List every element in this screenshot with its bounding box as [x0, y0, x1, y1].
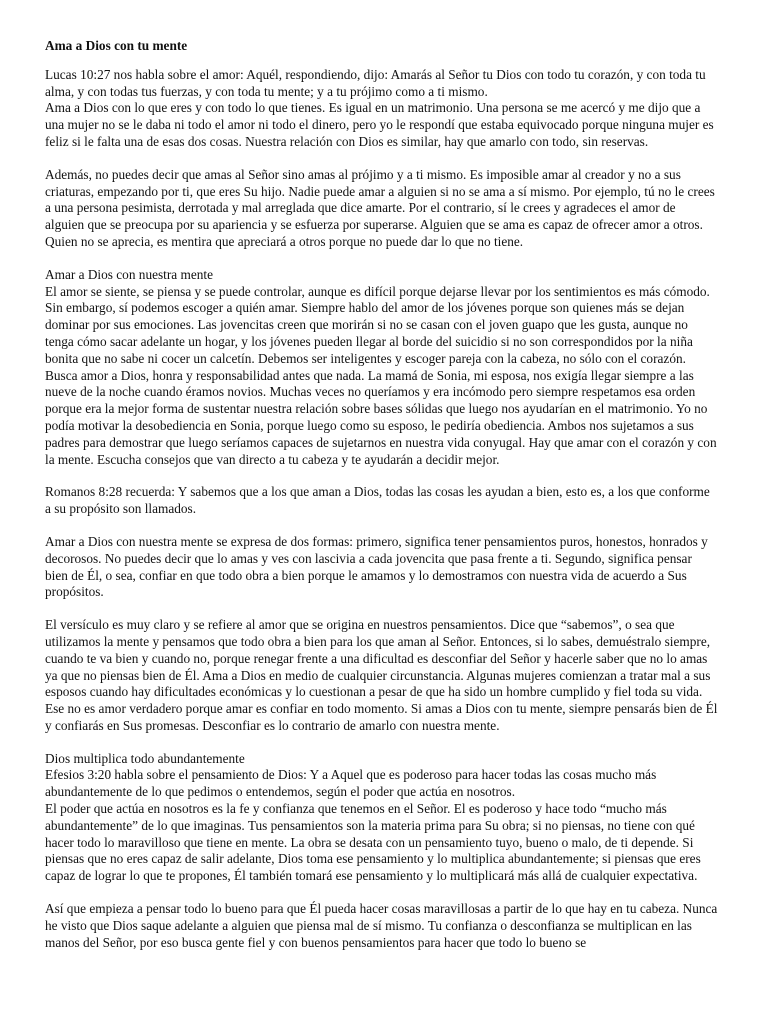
paragraph-group [45, 484, 718, 518]
paragraph: Además, no puedes decir que amas al Señor sino amas al prójimo y a ti mismo. Es imposible amar al creador y no a sus criaturas, empezando por ti, que eres Su hijo. Nadie puede amar a alguien si no se ama a sí mismo. Por ejemplo, tú no le crees a una persona pesimista, derrotada y mal arreglada que dice amarte. Por el contrario, sí le crees y agradeces el amor de alguien que se preocupa por su apariencia y se esfuerza por superarse. Alguien que se ama es capaz de ofrecer amor a otros. Quien no se aprecia, es mentira que apreciará a otros porque no puede dar lo que no tiene. [45, 166, 715, 249]
paragraph: Así que empieza a pensar todo lo bueno para que Él pueda hacer cosas maravillosas a partir de lo que hay en tu cabeza. Nunca he visto que Dios saque adelante a alguien que piensa mal de sí mismo. Tu confianza o desconfianza se multiplican en las manos del Señor, por eso busca gente fiel y con buenos pensamientos para hacer que todo lo bueno se [45, 901, 718, 950]
paragraph: Lucas 10:27 nos habla sobre el amor: Aquél, respondiendo, dijo: Amarás al Señor tu Dios con todo tu corazón, y con toda tu alma, y con todas tus fuerzas, y con toda tu mente; y a tu prójimo como a ti mismo. [45, 66, 706, 99]
paragraph: Ama a Dios con lo que eres y con todo lo que tienes. Es igual en un matrimonio. Una persona se me acercó y me dijo que a una mujer no se le daba ni todo el amor ni todo el dinero, pero yo le respondí que estaba equivocado porque ninguna mujer es feliz si le falta una de esas dos cosas. Nuestra relación con Dios es similar, hay que amarlo con todo, sin reservas. [45, 100, 714, 149]
paragraph-group [45, 67, 718, 151]
paragraph-group [45, 617, 718, 735]
paragraph: Efesios 3:20 habla sobre el pensamiento de Dios: Y a Aquel que es poderoso para hacer todas las cosas mucho más abundantemente de lo que pedimos o entendemos, según el poder que actúa en nosotros. [45, 767, 657, 800]
section-amar-con-mente [45, 267, 718, 469]
paragraph: El versículo es muy claro y se refiere al amor que se origina en nuestros pensamientos. Dice que “sabemos”, o sea que utilizamos la mente y pensamos que todo obra a bien para los que aman al Señor. Entonces, si lo sabes, demuéstralo siempre, cuando te va bien y cuando no, porque renegar frente a una dificultad es desconfiar del Señor y hacerle saber que no lo amas ya que no piensas bien de Él. Ama a Dios en medio de cualquier circunstancia. Algunas mujeres comienzan a tratar mal a sus esposos cuando hay dificultades económicas y lo cuestionan a pesar de que ha sido un hombre cumplido y fiel toda su vida. Ese no es amor verdadero porque amar es confiar en todo momento. Si amas a Dios con tu mente, siempre pensarás bien de Él y confiarás en Sus promesas. Desconfiar es lo contrario de amarlo con nuestra mente. [45, 617, 718, 733]
paragraph: El amor se siente, se piensa y se puede controlar, aunque es difícil porque dejarse llevar por los sentimientos es más cómodo. Sin embargo, sí podemos escoger a quién amar. Siempre hablo del amor de los jóvenes porque son quienes más se dejan dominar por sus emociones. Las jovencitas creen que morirán si no se casan con el joven guapo que les gusta, aunque no tenga cómo sacar adelante un hogar, y los jóvenes pueden llegar al borde del suicidio si no son correspondidos por la niña bonita que no sabe ni cocer un calcetín. Debemos ser inteligentes y escoger pareja con la cabeza, no sólo con el corazón. Busca amor a Dios, honra y responsabilidad antes que nada. La mamá de Sonia, mi esposa, nos exigía llegar siempre a las nueve de la noche cuando éramos novios. Muchas veces no queríamos y era incómodo pero siempre respetamos esa orden porque era la mejor forma de sustentar nuestra relación sobre bases sólidas que luego nos ayudarían en el matrimonio. Yo no podía motivar la desobediencia en Sonia, porque luego como su esposo, le pediría obediencia. Ambos nos sujetamos a sus padres para demostrar que luego seríamos capaces de sujetarnos en nuestra vida conyugal. Hay que amar con el corazón y con la mente. Escucha consejos que van directo a tu cabeza y te ayudarán a decidir mejor. [45, 283, 717, 467]
section-dios-multiplica [45, 751, 718, 885]
paragraph-group [45, 167, 718, 251]
paragraph: Romanos 8:28 recuerda: Y sabemos que a los que aman a Dios, todas las cosas les ayudan a bien, esto es, a los que conforme a su propósito son llamados. [45, 484, 710, 517]
paragraph-group [45, 534, 718, 601]
document-title: Ama a Dios con tu mente [45, 38, 188, 53]
paragraph-group [45, 901, 718, 951]
paragraph: Amar a Dios con nuestra mente se expresa de dos formas: primero, significa tener pensamientos puros, honestos, honrados y decorosos. No puedes decir que lo amas y ves con lascivia a cada jovencita que pasa frente a ti. Segundo, significa pensar bien de Él, o sea, confiar en que todo obra a bien porque le amamos y lo demostramos con nuestra vida de acuerdo a Sus propósitos. [45, 533, 708, 600]
section-heading: Amar a Dios con nuestra mente [45, 266, 214, 282]
paragraph: El poder que actúa en nosotros es la fe y confianza que tenemos en el Señor. El es poderoso y hace todo “mucho más abundantemente” de lo que imaginas. Tus pensamientos son la materia prima para Su obra; si no piensas, no tiene con qué hacer todo lo maravilloso que tiene en mente. La obra se desata con un pensamiento tuyo, bueno o malo, de ti depende. Si piensas que no eres capaz de salir adelante, Dios toma ese pensamiento y lo multiplica abundantemente; si piensas que eres capaz de lograr lo que te propones, Él también tomará ese pensamiento y lo multiplicará más allá de cualquier expectativa. [45, 801, 701, 884]
section-heading: Dios multiplica todo abundantemente [45, 750, 245, 766]
